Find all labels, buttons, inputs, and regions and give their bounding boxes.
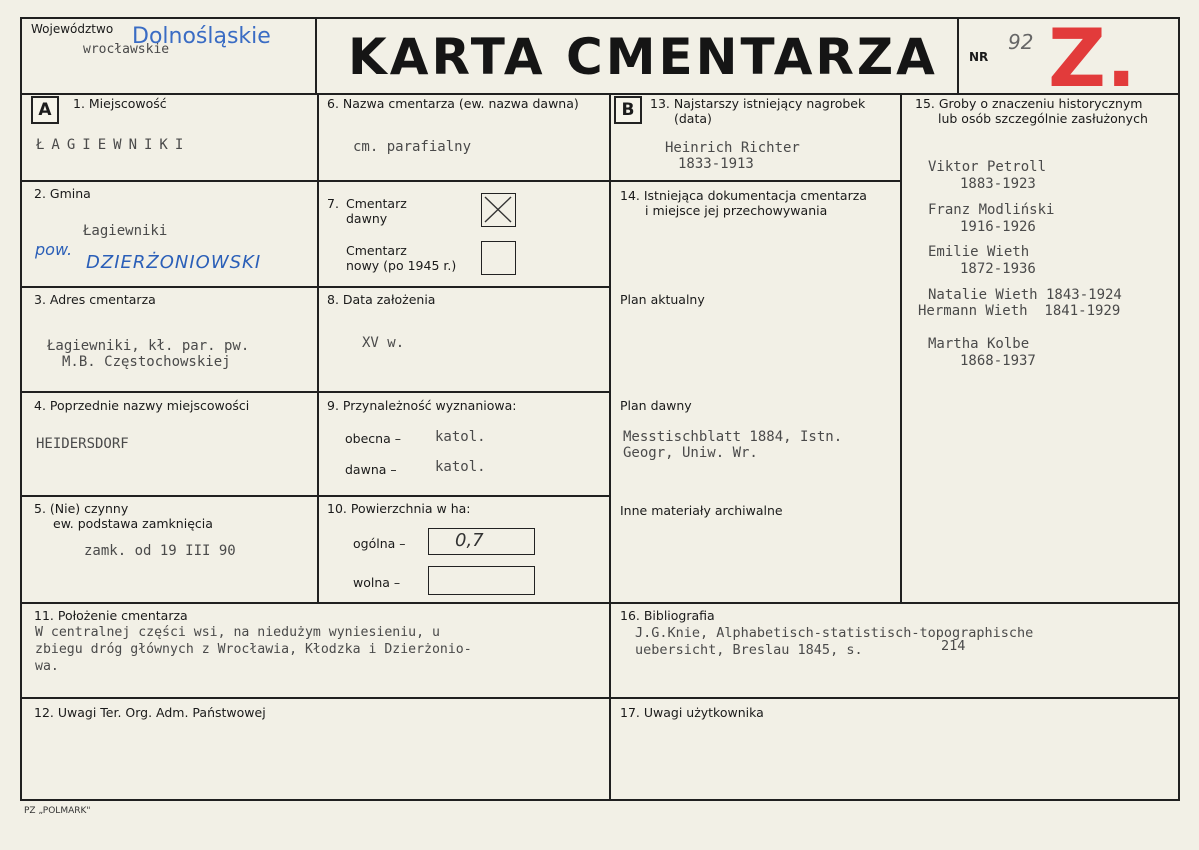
row-line-full-2: [20, 697, 1180, 699]
f7-nowy-label-2: nowy (po 1945 r.): [346, 258, 457, 273]
row-line-full-1: [20, 602, 1180, 604]
f2-pow-value: DZIERŻONIOWSKI: [86, 252, 262, 273]
f14-plan-aktualny: Plan aktualny: [620, 292, 705, 307]
f2-label: 2. Gmina: [34, 186, 91, 201]
f9-label: 9. Przynależność wyznaniowa:: [327, 398, 517, 413]
f16-label: 16. Bibliografia: [620, 608, 715, 623]
row-line-l4: [20, 495, 611, 497]
f13-label-2: (data): [674, 111, 712, 126]
row-line-b1: [609, 180, 902, 182]
f11-line2: zbiegu dróg głównych z Wrocławia, Kłodzka i Dzierżonio-: [35, 642, 472, 657]
f4-value: HEIDERSDORF: [36, 436, 129, 452]
frame-top: [20, 17, 1180, 19]
f3-line2: M.B. Częstochowskiej: [62, 354, 231, 370]
f15-label-2: lub osób szczególnie zasłużonych: [938, 111, 1148, 126]
frame-left: [20, 17, 22, 801]
frame-bottom: [20, 799, 1180, 801]
f9-obecna-label: obecna –: [345, 431, 401, 446]
f11-line3: wa.: [35, 659, 59, 674]
f16-line2: uebersicht, Breslau 1845, s.: [635, 642, 863, 658]
f14-label-1: 14. Istniejąca dokumentacja cmentarza: [620, 188, 867, 203]
f13-label-1: 13. Najstarszy istniejący nagrobek: [650, 96, 866, 111]
wojewodztwo-typed: wrocławskie: [83, 42, 170, 57]
f3-line1: Łagiewniki, kł. par. pw.: [47, 338, 250, 354]
frame-right: [1178, 17, 1180, 801]
grave-2-years: 1916-1926: [960, 219, 1036, 235]
grave-4-name: Natalie Wieth 1843-1924: [928, 287, 1122, 303]
wojewodztwo-stamp: Dolnośląskie: [132, 24, 271, 49]
f9-dawna-value: katol.: [435, 459, 486, 475]
f8-label: 8. Data założenia: [327, 292, 436, 307]
f9-obecna-value: katol.: [435, 429, 486, 445]
f15-label-1: 15. Groby o znaczeniu historycznym: [915, 96, 1143, 111]
f1-label: 1. Miejscowość: [73, 96, 167, 111]
printer-footer: PZ „POLMARK": [24, 806, 91, 816]
f7-dawny-label-1: Cmentarz: [346, 196, 407, 211]
col-line-2: [609, 93, 611, 799]
f10-ogolna-label: ogólna –: [353, 536, 406, 551]
f7-dawny-checkbox[interactable]: [481, 193, 516, 227]
section-a-marker: A: [31, 96, 59, 124]
f5-label-2: ew. podstawa zamknięcia: [53, 516, 213, 531]
f5-label-1: 5. (Nie) czynny: [34, 501, 129, 516]
grave-1-name: Viktor Petroll: [928, 159, 1047, 175]
red-marker-z: Z.: [1048, 12, 1137, 105]
col-line-1: [317, 93, 319, 603]
check-x-icon: [482, 194, 514, 225]
nr-value: 92: [1008, 30, 1034, 54]
f14-plan-dawny-line2: Geogr, Uniw. Wr.: [623, 445, 758, 461]
f11-line1: W centralnej części wsi, na niedużym wyniesieniu, u: [35, 625, 440, 640]
col-line-3: [900, 93, 902, 603]
f13-years: 1833-1913: [678, 156, 754, 172]
f14-plan-dawny-line1: Messtischblatt 1884, Istn.: [623, 429, 843, 445]
f2-pow-label: pow.: [35, 240, 73, 259]
f12-label: 12. Uwagi Ter. Org. Adm. Państwowej: [34, 705, 266, 720]
header-divider: [20, 93, 1180, 95]
row-line-l3: [20, 391, 611, 393]
grave-2-name: Franz Modliński: [928, 202, 1055, 218]
grave-1-years: 1883-1923: [960, 176, 1036, 192]
header-vline-2: [957, 17, 959, 95]
grave-3-name: Emilie Wieth: [928, 244, 1030, 260]
f2-value: Łagiewniki: [83, 223, 168, 239]
header-vline-1: [315, 17, 317, 95]
f7-number: 7.: [327, 196, 339, 211]
f10-ogolna-field[interactable]: [428, 528, 535, 555]
f17-label: 17. Uwagi użytkownika: [620, 705, 764, 720]
f8-value: XV w.: [362, 335, 405, 351]
f14-label-2: i miejsce jej przechowywania: [645, 203, 828, 218]
f7-nowy-label-1: Cmentarz: [346, 243, 407, 258]
row-line-l1: [20, 180, 611, 182]
f10-wolna-field[interactable]: [428, 566, 535, 595]
f9-dawna-label: dawna –: [345, 462, 397, 477]
section-b-marker: B: [614, 96, 642, 124]
f1-value: ŁAGIEWNIKI: [36, 137, 191, 153]
f10-ogolna-value: 0,7: [455, 530, 484, 551]
f5-value: zamk. od 19 III 90: [84, 543, 236, 559]
f6-label: 6. Nazwa cmentarza (ew. nazwa dawna): [327, 96, 579, 111]
f7-nowy-checkbox[interactable]: [481, 241, 516, 275]
grave-5-name: Hermann Wieth 1841-1929: [918, 303, 1121, 319]
f13-name: Heinrich Richter: [665, 140, 800, 156]
f3-label: 3. Adres cmentarza: [34, 292, 156, 307]
grave-3-years: 1872-1936: [960, 261, 1036, 277]
grave-6-name: Martha Kolbe: [928, 336, 1030, 352]
f6-value: cm. parafialny: [353, 139, 472, 155]
f14-inne: Inne materiały archiwalne: [620, 503, 783, 518]
f16-page: 214: [941, 638, 966, 654]
wojewodztwo-label: Województwo: [31, 22, 114, 36]
row-line-l2: [20, 286, 611, 288]
f7-dawny-label-2: dawny: [346, 211, 388, 226]
f10-wolna-label: wolna –: [353, 575, 401, 590]
page-title: KARTA CMENTARZA: [348, 28, 938, 86]
f4-label: 4. Poprzednie nazwy miejscowości: [34, 398, 250, 413]
f10-label: 10. Powierzchnia w ha:: [327, 501, 471, 516]
f11-label: 11. Położenie cmentarza: [34, 608, 188, 623]
grave-6-years: 1868-1937: [960, 353, 1036, 369]
nr-label: NR: [969, 50, 989, 64]
f16-line1: J.G.Knie, Alphabetisch-statistisch-topographische: [635, 625, 1034, 641]
f14-plan-dawny: Plan dawny: [620, 398, 692, 413]
